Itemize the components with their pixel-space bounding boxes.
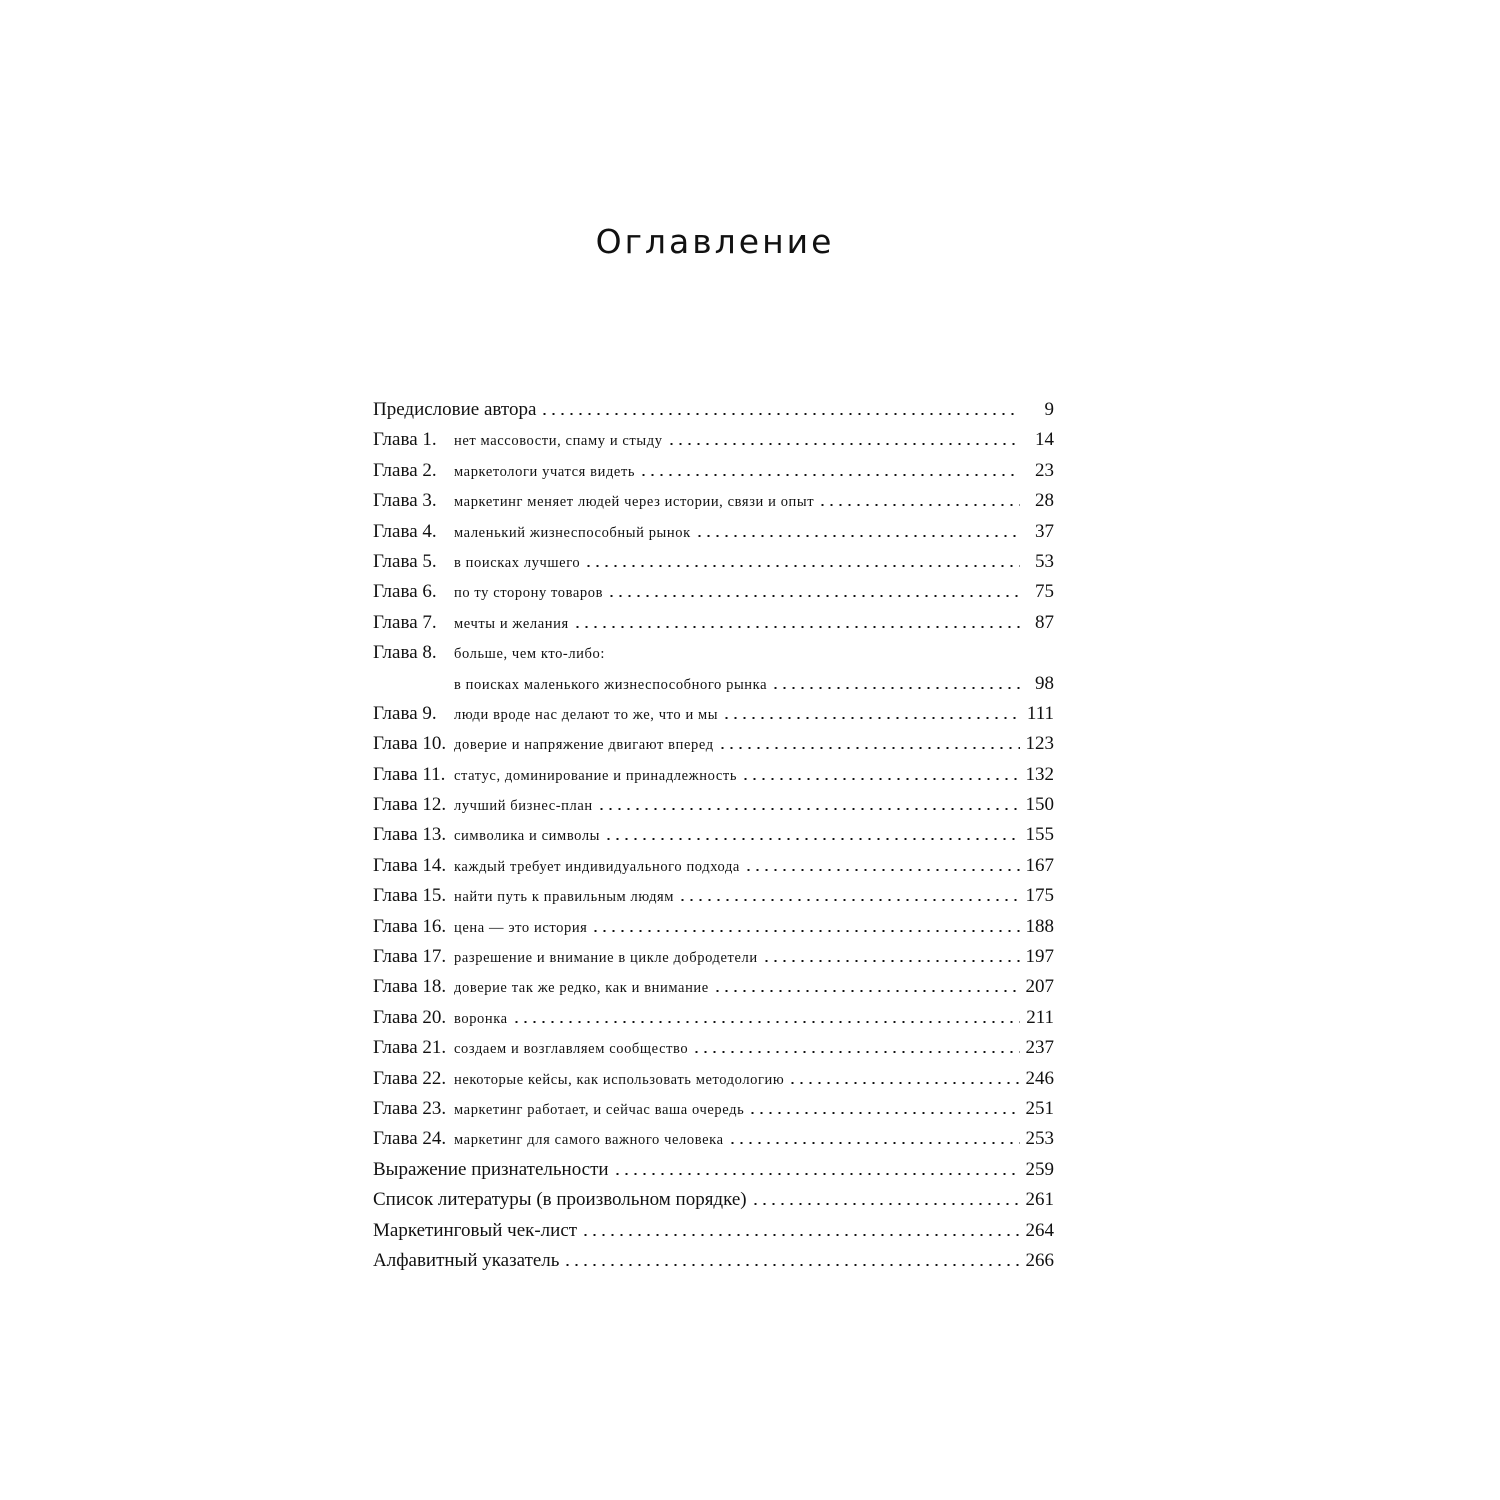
dot-leader <box>667 437 1020 445</box>
chapter-number: Глава 15. <box>373 885 447 907</box>
toc-entry-label <box>373 1124 724 1155</box>
toc-entry-label <box>373 1033 688 1064</box>
entry-title: Выражение признательности <box>373 1158 609 1180</box>
toc-entry-label <box>373 608 569 639</box>
toc-entry[interactable] <box>373 912 1054 942</box>
toc-entry[interactable] <box>373 1246 1054 1276</box>
toc-entry-label <box>373 670 767 700</box>
toc-entry-label <box>373 912 587 943</box>
entry-title: в поисках лучшего <box>454 554 581 571</box>
toc-entry[interactable] <box>373 972 1054 1002</box>
dot-leader <box>713 984 1020 992</box>
page-number: 246 <box>1025 1067 1054 1089</box>
toc-entry-label <box>373 760 737 791</box>
entry-title: маркетологи учатся видеть <box>454 463 636 480</box>
dot-leader <box>728 1136 1020 1144</box>
toc-entry[interactable] <box>373 425 1054 455</box>
chapter-number: Глава 7. <box>373 611 437 633</box>
entry-title: разрешение и внимание в цикле добродетели <box>454 950 758 967</box>
page-number: 23 <box>1035 459 1054 481</box>
page-number: 98 <box>1035 672 1054 694</box>
toc-entry-label <box>373 547 580 578</box>
dot-leader <box>751 1197 1020 1205</box>
toc-entry-label <box>373 1155 609 1185</box>
entry-title: доверие так же редко, как и внимание <box>454 980 709 997</box>
entry-title: воронка <box>454 1010 508 1027</box>
toc-entry-label <box>373 699 718 730</box>
toc-entry[interactable] <box>373 1094 1054 1124</box>
dot-leader <box>563 1258 1020 1266</box>
dot-leader <box>718 741 1020 749</box>
chapter-number: Глава 21. <box>373 1037 447 1059</box>
page-number: 211 <box>1026 1006 1054 1028</box>
page-number: 123 <box>1025 733 1054 755</box>
chapter-number: Глава 23. <box>373 1097 447 1119</box>
toc-entry[interactable] <box>373 729 1054 759</box>
chapter-number: Глава 5. <box>373 550 437 572</box>
toc-entry-label <box>373 1246 559 1276</box>
toc-entry[interactable] <box>373 547 1054 577</box>
page-number: 175 <box>1025 885 1054 907</box>
entry-title: Алфавитный указатель <box>373 1249 560 1271</box>
dot-leader <box>692 1045 1020 1053</box>
dot-leader <box>591 924 1020 932</box>
page-number: 251 <box>1025 1097 1054 1119</box>
entry-title: по ту сторону товаров <box>454 585 604 602</box>
entry-title: Маркетинговый чек-лист <box>373 1219 578 1241</box>
dot-leader <box>762 954 1020 962</box>
chapter-number: Глава 9. <box>373 702 437 724</box>
dot-leader <box>788 1076 1020 1084</box>
dot-leader <box>613 1167 1020 1175</box>
page-number: 14 <box>1035 429 1054 451</box>
dot-leader <box>678 893 1020 901</box>
entry-title: некоторые кейсы, как использовать методологию <box>454 1071 785 1088</box>
entry-title: Список литературы (в произвольном порядке) <box>373 1189 747 1211</box>
page-number: 155 <box>1025 824 1054 846</box>
toc-entry-label <box>373 1003 508 1034</box>
chapter-number: Глава 24. <box>373 1128 447 1150</box>
chapter-number: Глава 4. <box>373 520 437 542</box>
toc-entry[interactable] <box>373 851 1054 881</box>
toc-entry[interactable] <box>373 1155 1054 1185</box>
page-number: 207 <box>1025 976 1054 998</box>
toc-entry-label <box>373 456 635 487</box>
dot-leader <box>744 863 1020 871</box>
toc-entry-label <box>373 729 714 760</box>
page-number: 253 <box>1025 1128 1054 1150</box>
chapter-number: Глава 22. <box>373 1067 447 1089</box>
page-number: 259 <box>1025 1158 1054 1180</box>
chapter-number: Глава 17. <box>373 946 447 968</box>
page-number: 150 <box>1025 794 1054 816</box>
toc-entry[interactable] <box>373 881 1054 911</box>
page-number: 53 <box>1035 550 1054 572</box>
page-title: Оглавление <box>595 222 835 261</box>
dot-leader <box>581 1228 1020 1236</box>
chapter-number: Глава 1. <box>373 429 437 451</box>
entry-title: Предисловие автора <box>373 399 537 420</box>
entry-title: символика и символы <box>454 828 600 845</box>
entry-title: найти путь к правильным людям <box>454 889 675 906</box>
page-number: 111 <box>1026 702 1054 724</box>
dot-leader <box>512 1015 1020 1023</box>
toc-entry[interactable] <box>373 1033 1054 1063</box>
toc-entry-label <box>373 517 691 548</box>
page-number: 266 <box>1025 1249 1054 1271</box>
entry-title: маленький жизнеспособный рынок <box>454 524 691 541</box>
entry-title: маркетинг работает, и сейчас ваша очередь <box>454 1101 745 1118</box>
toc-entry[interactable] <box>373 1003 1054 1033</box>
page-number: 167 <box>1025 854 1054 876</box>
toc-entry[interactable] <box>373 517 1054 547</box>
dot-leader <box>741 772 1020 780</box>
page-number: 28 <box>1035 490 1054 512</box>
chapter-number: Глава 16. <box>373 915 447 937</box>
dot-leader <box>748 1106 1020 1114</box>
dot-leader <box>607 589 1020 597</box>
chapter-number: Глава 6. <box>373 581 437 603</box>
entry-title: в поисках маленького жизнеспособного рынка <box>454 676 768 693</box>
toc-entry[interactable] <box>373 577 1054 607</box>
toc-entry-label <box>373 1216 577 1246</box>
entry-title: статус, доминирование и принадлежность <box>454 767 738 784</box>
page-number: 261 <box>1025 1189 1054 1211</box>
page-number: 237 <box>1025 1037 1054 1059</box>
toc-entry[interactable] <box>373 669 1054 699</box>
entry-title: каждый требует индивидуального подхода <box>454 858 740 875</box>
toc-entry-label <box>373 820 600 851</box>
page-number: 132 <box>1025 763 1054 785</box>
chapter-number: Глава 13. <box>373 824 447 846</box>
entry-title: лучший бизнес-план <box>454 798 593 815</box>
toc-entry[interactable] <box>373 638 1054 668</box>
entry-title: люди вроде нас делают то же, что и мы <box>454 706 719 723</box>
toc-entry[interactable] <box>373 760 1054 790</box>
entry-title: нет массовости, спаму и стыду <box>454 433 663 450</box>
chapter-number: Глава 18. <box>373 976 447 998</box>
dot-leader <box>573 620 1020 628</box>
dot-leader <box>597 802 1020 810</box>
entry-title: мечты и желания <box>454 615 569 632</box>
chapter-number: Глава 8. <box>373 642 437 664</box>
toc-entry[interactable] <box>373 942 1054 972</box>
entry-title: доверие и напряжение двигают вперед <box>454 737 714 754</box>
toc-entry-label <box>373 790 593 821</box>
dot-leader <box>540 407 1020 415</box>
toc-entry-label <box>373 1185 747 1215</box>
page-number: 87 <box>1035 611 1054 633</box>
entry-title: маркетинг для самого важного человека <box>454 1132 724 1149</box>
toc-entry[interactable] <box>373 486 1054 516</box>
entry-title: создаем и возглавляем сообщество <box>454 1041 689 1058</box>
toc-entry-label <box>373 972 709 1003</box>
page-number: 37 <box>1035 520 1054 542</box>
page-number: 75 <box>1035 581 1054 603</box>
toc-entry[interactable] <box>373 1185 1054 1215</box>
toc-entry[interactable] <box>373 1064 1054 1094</box>
dot-leader <box>695 529 1020 537</box>
toc-entry[interactable] <box>373 790 1054 820</box>
toc-entry-label <box>373 577 603 608</box>
toc-entry[interactable] <box>373 699 1054 729</box>
page-number: 197 <box>1025 946 1054 968</box>
toc-entry[interactable] <box>373 1124 1054 1154</box>
page-number: 264 <box>1025 1219 1054 1241</box>
dot-leader <box>584 559 1020 567</box>
dot-leader <box>604 832 1020 840</box>
chapter-number: Глава 20. <box>373 1006 447 1028</box>
toc-entry-label <box>373 1064 784 1095</box>
toc-entry-label <box>373 942 758 973</box>
dot-leader <box>639 468 1020 476</box>
toc-entry-label <box>373 1094 744 1125</box>
toc-entry-label <box>373 486 814 517</box>
chapter-number: Глава 10. <box>373 733 447 755</box>
entry-title: маркетинг меняет людей через истории, связи и опыт <box>454 494 815 511</box>
page-number: 188 <box>1025 915 1054 937</box>
toc-entry-label <box>373 851 740 882</box>
dot-leader <box>771 681 1020 689</box>
table-of-contents <box>373 395 1054 1276</box>
toc-entry[interactable] <box>373 820 1054 850</box>
entry-title: цена — это история <box>454 919 588 936</box>
dot-leader <box>722 711 1020 719</box>
entry-title: больше, чем кто-либо: <box>454 646 605 663</box>
chapter-number: Глава 12. <box>373 794 447 816</box>
toc-entry-label <box>373 638 605 669</box>
chapter-number: Глава 3. <box>373 490 437 512</box>
toc-entry[interactable] <box>373 395 1054 425</box>
toc-entry[interactable] <box>373 1216 1054 1246</box>
chapter-number: Глава 14. <box>373 854 447 876</box>
chapter-number: Глава 11. <box>373 763 446 785</box>
toc-entry[interactable] <box>373 608 1054 638</box>
toc-entry[interactable] <box>373 456 1054 486</box>
toc-entry-label <box>373 881 674 912</box>
toc-entry-label <box>373 425 663 456</box>
toc-entry-label <box>373 395 536 425</box>
dot-leader <box>818 498 1020 506</box>
chapter-number: Глава 2. <box>373 459 437 481</box>
page-number: 9 <box>1044 399 1054 420</box>
